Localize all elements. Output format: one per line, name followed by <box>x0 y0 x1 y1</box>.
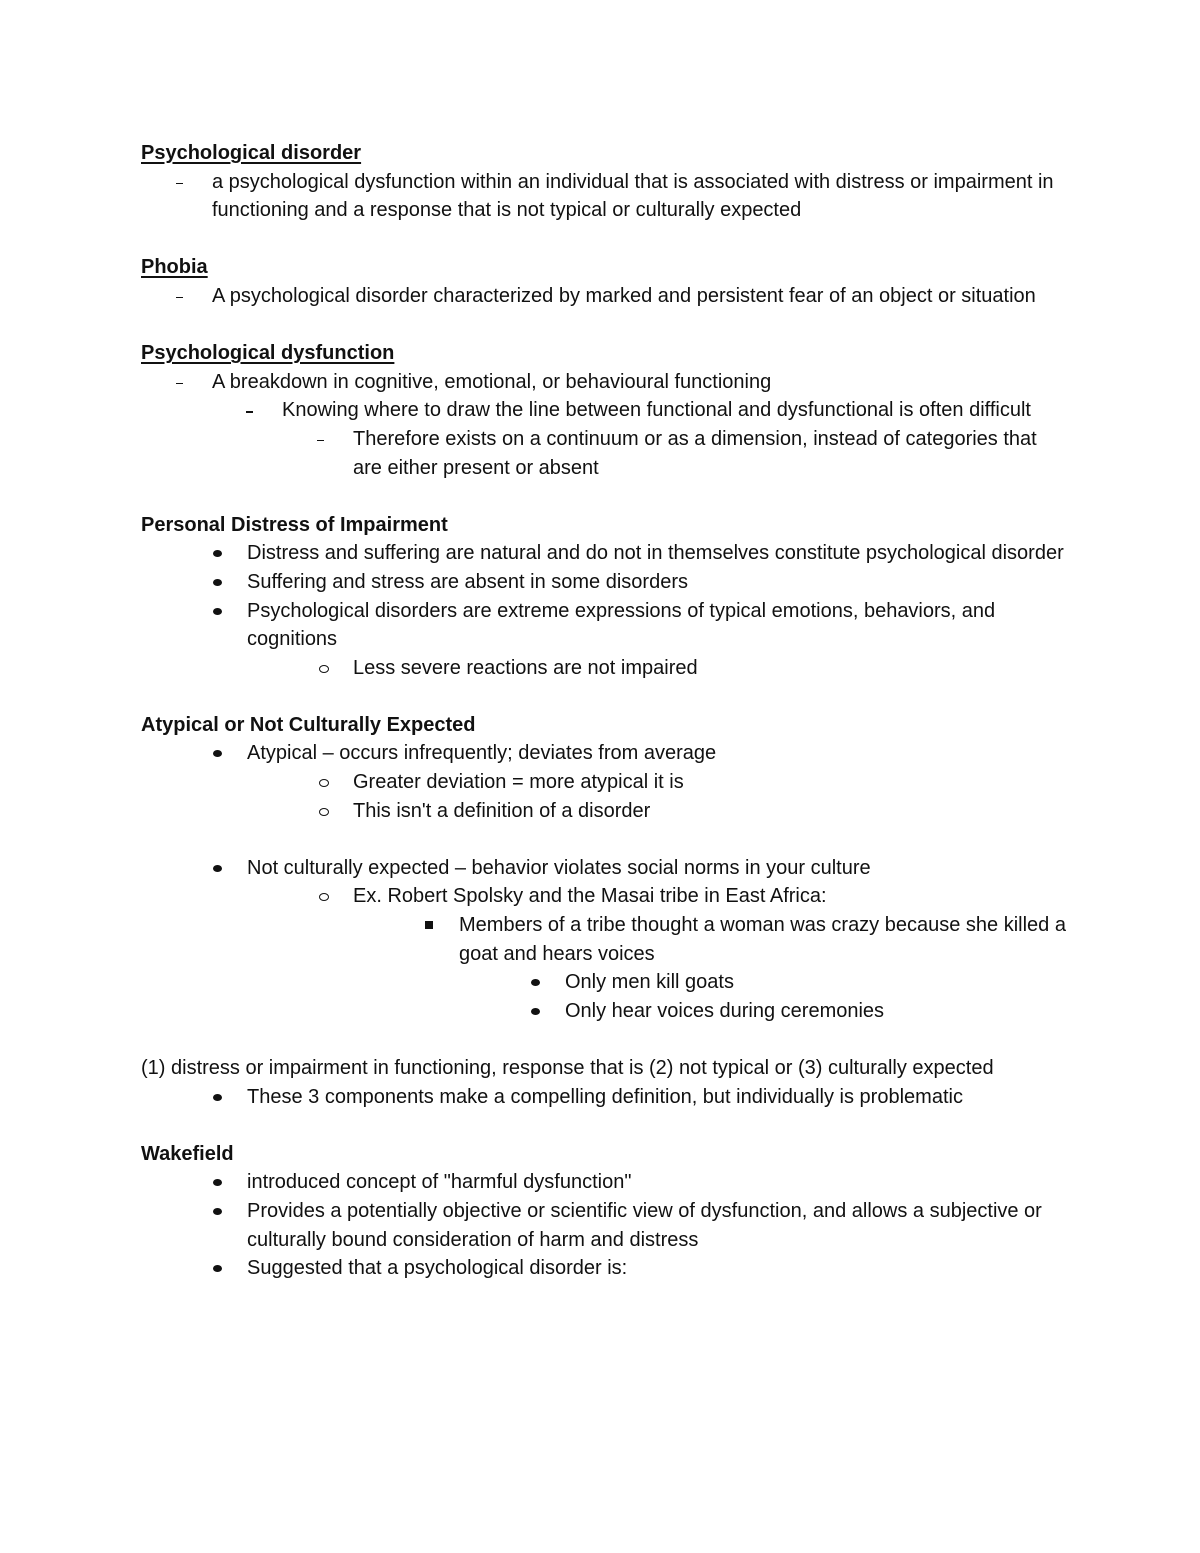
list-item: A psychological disorder characterized by marked and persistent fear of an object or situation <box>141 282 1071 311</box>
list-item: A breakdown in cognitive, emotional, or behavioural functioning <box>141 368 1071 397</box>
list-item: Distress and suffering are natural and do not in themselves constitute psychological disorder <box>141 539 1071 568</box>
circle-marker <box>319 665 329 673</box>
list-item: Psychological disorders are extreme expressions of typical emotions, behaviors, and cognitions <box>141 597 1071 654</box>
dash-marker <box>176 282 190 311</box>
bullet-marker <box>213 608 222 615</box>
list-item: This isn't a definition of a disorder <box>141 797 1071 826</box>
list-item: a psychological dysfunction within an individual that is associated with distress or impairment in functioning and a response that is not typical or culturally expected <box>141 168 1071 225</box>
list-item: Provides a potentially objective or scientific view of dysfunction, and allows a subjective or culturally bound consideration of harm and distress <box>141 1197 1071 1254</box>
bullet-marker <box>531 979 540 986</box>
list-item: introduced concept of "harmful dysfunction" <box>141 1168 1071 1197</box>
list-item: Less severe reactions are not impaired <box>141 654 1071 683</box>
circle-marker <box>319 779 329 787</box>
circle-marker <box>319 808 329 816</box>
dash-marker <box>176 168 190 197</box>
bullet-marker <box>213 1208 222 1215</box>
document-content <box>141 139 1071 1283</box>
dash-marker <box>246 396 260 425</box>
list-item: Knowing where to draw the line between functional and dysfunctional is often difficult <box>141 396 1071 425</box>
heading-atypical: Atypical or Not Culturally Expected <box>141 713 476 736</box>
list-item: Not culturally expected – behavior violates social norms in your culture <box>141 854 1071 883</box>
list-item: These 3 components make a compelling definition, but individually is problematic <box>141 1083 1071 1112</box>
heading-psychological-disorder: Psychological disorder <box>141 142 362 164</box>
list-item: Suggested that a psychological disorder is: <box>141 1254 1071 1283</box>
bullet-marker <box>531 1008 540 1015</box>
bullet-marker <box>213 1265 222 1272</box>
bullet-marker <box>213 750 222 757</box>
square-marker <box>425 921 433 929</box>
bullet-marker <box>213 550 222 557</box>
bullet-marker <box>213 865 222 872</box>
summary-paragraph: (1) distress or impairment in functioning, response that is (2) not typical or (3) culturally expected <box>141 1057 994 1079</box>
list-item: Therefore exists on a continuum or as a dimension, instead of categories that are either present or absent <box>141 425 1071 482</box>
list-item: Only men kill goats <box>141 968 1071 997</box>
list-item: Members of a tribe thought a woman was crazy because she killed a goat and hears voices <box>141 911 1071 968</box>
heading-psychological-dysfunction: Psychological dysfunction <box>141 342 395 365</box>
circle-marker <box>319 893 329 901</box>
heading-personal-distress: Personal Distress of Impairment <box>141 513 448 536</box>
bullet-marker <box>213 1094 222 1101</box>
list-item: Greater deviation = more atypical it is <box>141 768 1071 797</box>
bullet-marker <box>213 579 222 586</box>
heading-wakefield: Wakefield <box>141 1142 234 1165</box>
list-item: Ex. Robert Spolsky and the Masai tribe in East Africa: <box>141 882 1071 911</box>
dash-marker <box>317 425 331 454</box>
heading-phobia: Phobia <box>141 256 208 279</box>
bullet-marker <box>213 1179 222 1186</box>
list-item: Suffering and stress are absent in some disorders <box>141 568 1071 597</box>
list-item: Atypical – occurs infrequently; deviates from average <box>141 739 1071 768</box>
dash-marker <box>176 368 190 397</box>
list-item: Only hear voices during ceremonies <box>141 997 1071 1026</box>
